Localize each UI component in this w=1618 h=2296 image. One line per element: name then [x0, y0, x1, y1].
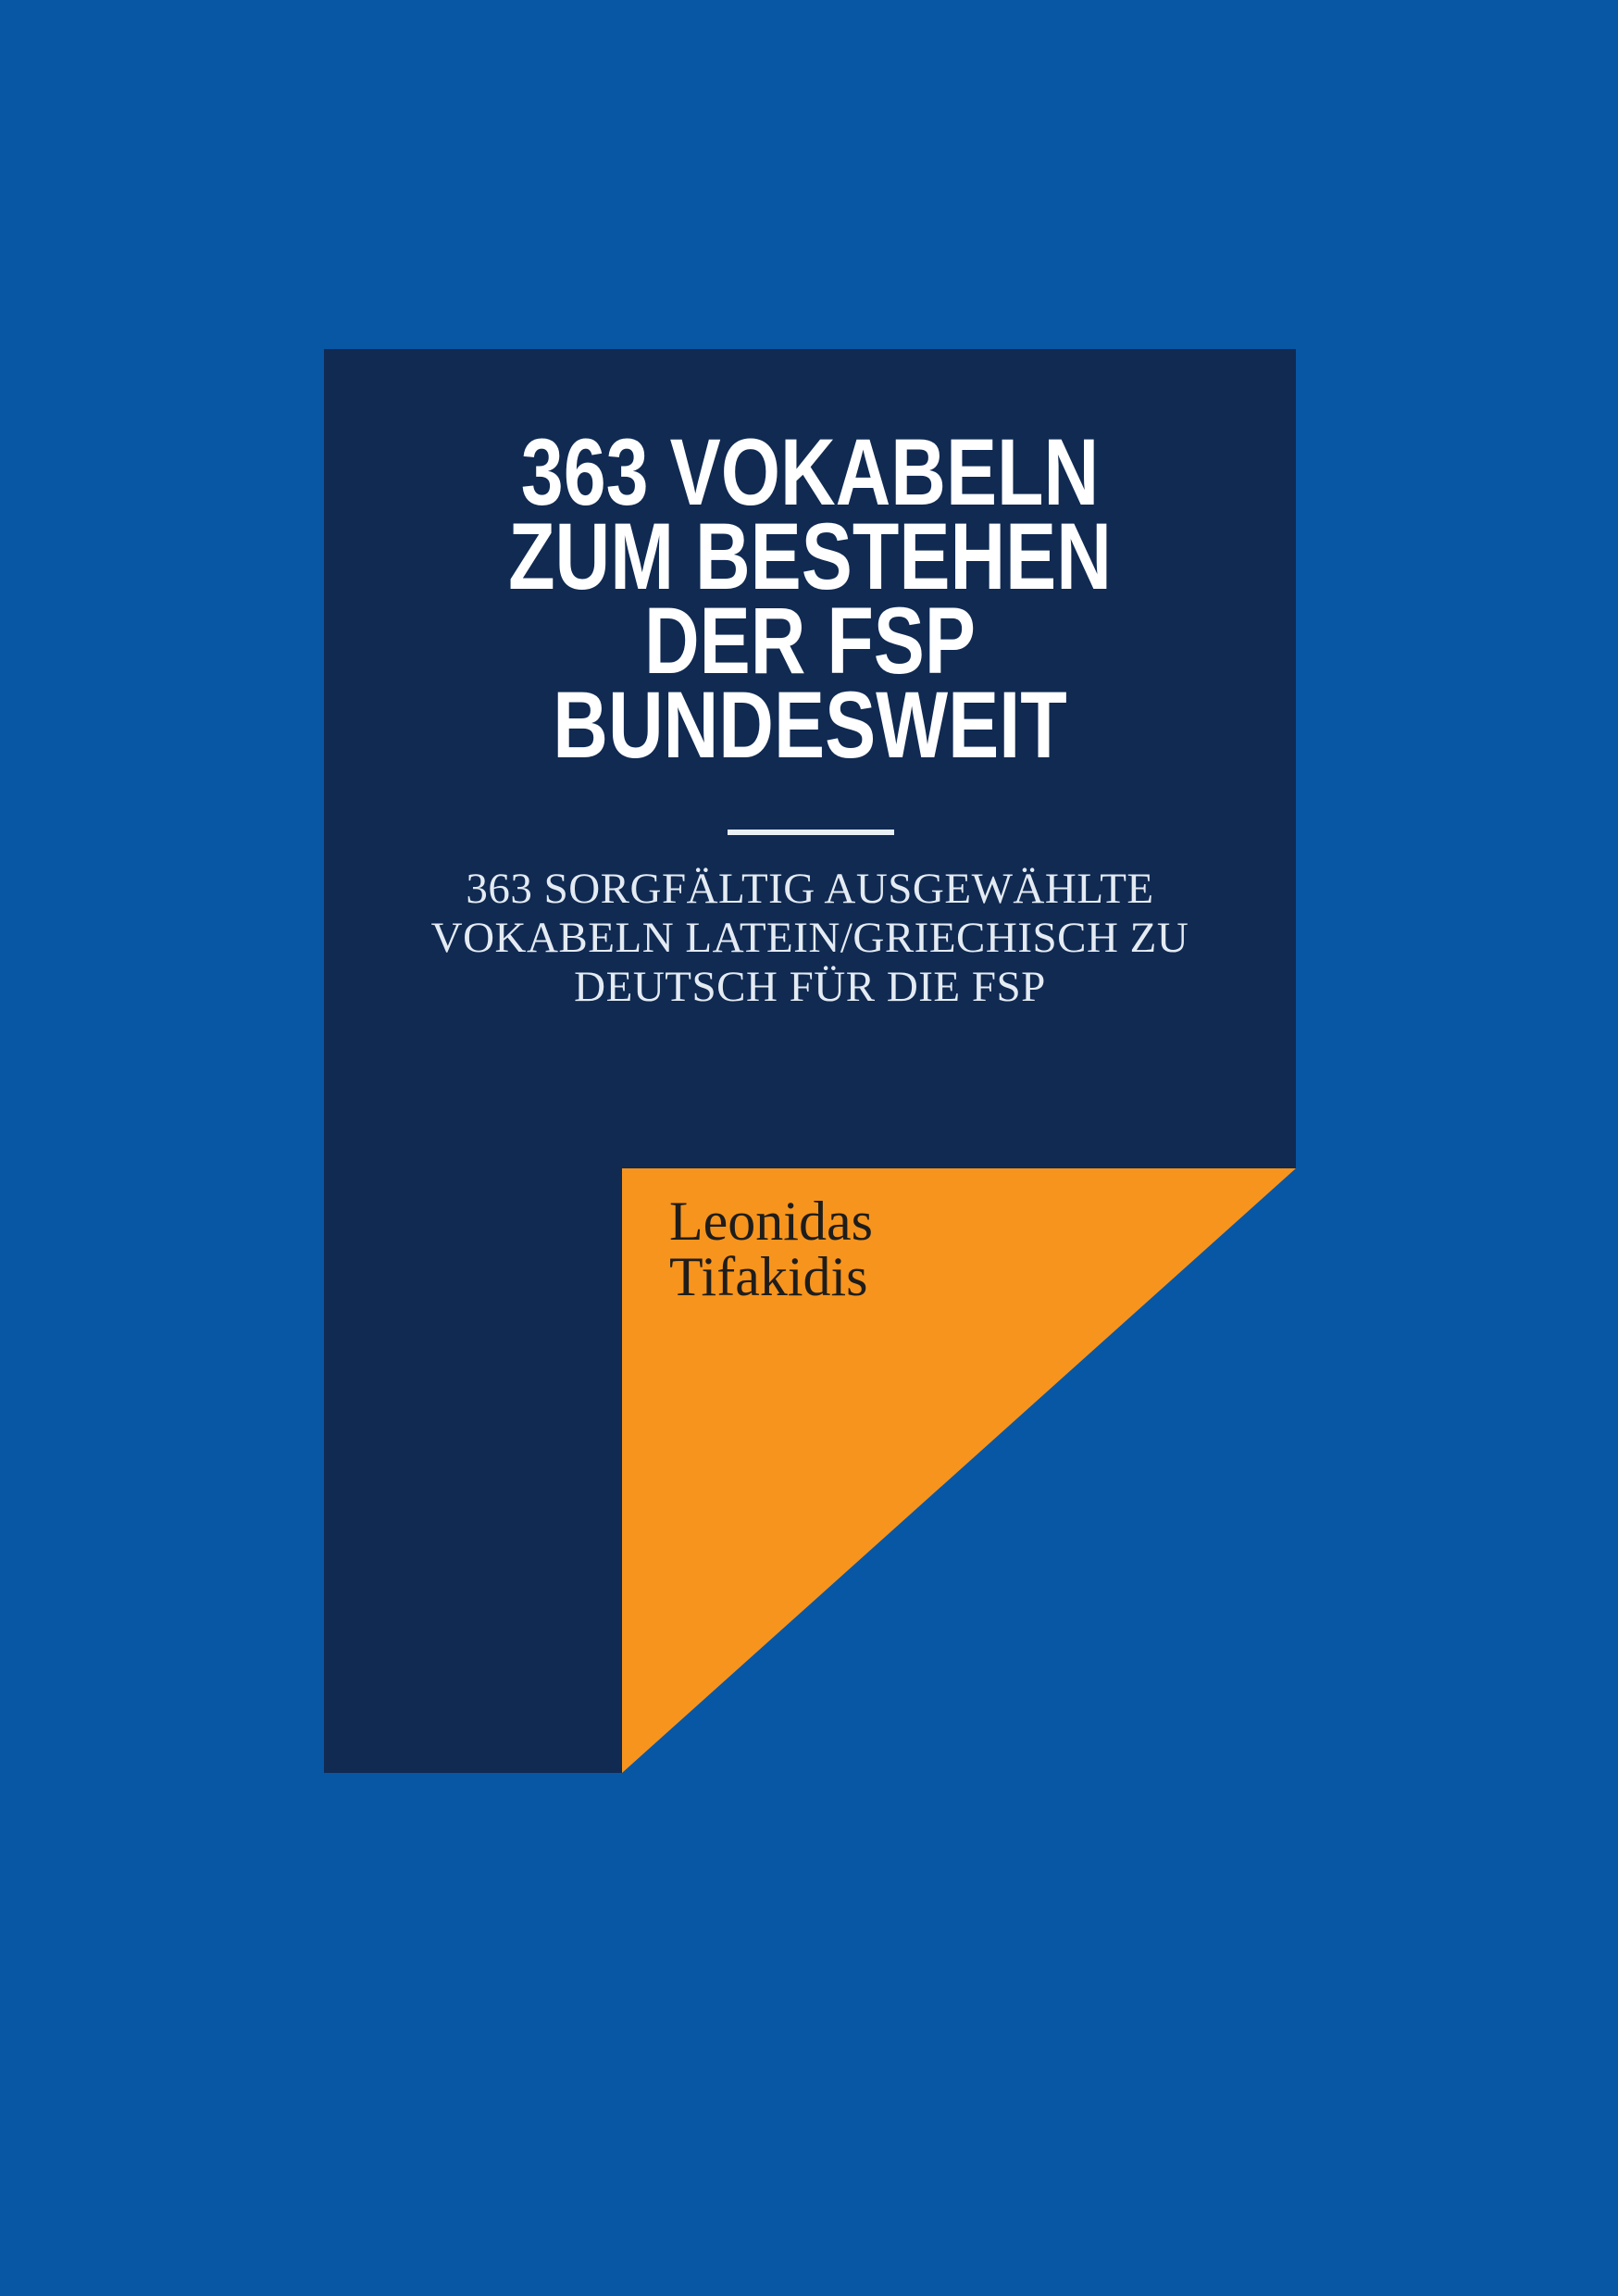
title-line: BUNDESWEIT	[553, 672, 1067, 778]
divider-rule	[728, 830, 894, 835]
title-line: 363 VOKABELN	[520, 419, 1100, 525]
subtitle-line: 363 SORGFÄLTIG AUSGEWÄHLTE	[466, 865, 1154, 913]
author-line: Leonidas	[669, 1191, 873, 1252]
author-name	[669, 1191, 873, 1307]
author-line: Tifakidis	[669, 1246, 868, 1307]
subtitle-line: VOKABELN LATEIN/GRIECHISCH ZU	[430, 914, 1189, 962]
book-title	[417, 419, 1204, 778]
book-subtitle	[324, 865, 1296, 1012]
title-panel-left-column	[324, 1168, 622, 1773]
title-line: DER FSP	[643, 588, 977, 693]
title-line: ZUM BESTEHEN	[508, 504, 1112, 609]
subtitle-line: DEUTSCH FÜR DIE FSP	[574, 963, 1046, 1011]
